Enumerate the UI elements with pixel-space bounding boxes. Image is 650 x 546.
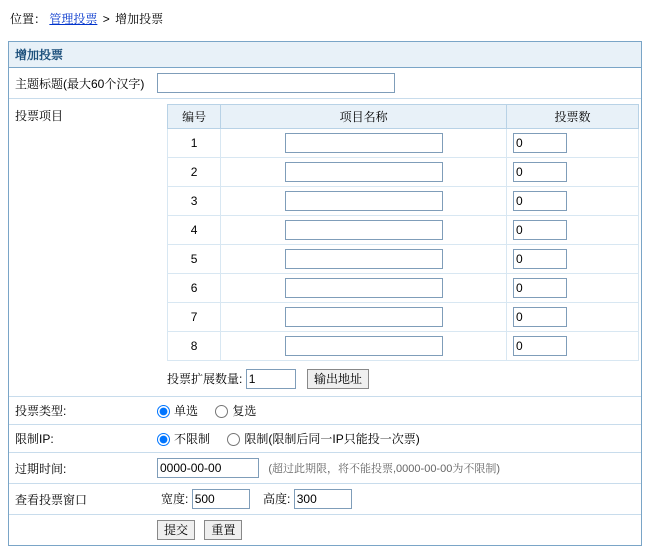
item-name-cell [221,245,507,274]
vote-type-option-multi[interactable] [215,404,256,418]
item-index: 3 [168,187,221,216]
panel-title: 增加投票 [9,42,641,68]
item-votes-cell [506,303,638,332]
expire-field-cell [151,453,641,484]
breadcrumb-label: 位置： [10,12,47,26]
item-name-cell [221,187,507,216]
reset-button[interactable]: 重置 [204,520,242,540]
limit-ip-radio-none[interactable] [157,433,170,446]
item-name-input[interactable] [285,133,443,153]
actions-label-cell [9,515,151,546]
title-field-cell [151,68,641,99]
limit-ip-field-cell [151,425,641,453]
expire-label: 过期时间: [9,453,151,484]
item-name-input[interactable] [285,162,443,182]
item-votes-cell [506,187,638,216]
item-name-input[interactable] [285,307,443,327]
item-votes-cell [506,274,638,303]
table-row [168,158,639,187]
title-input[interactable] [157,73,395,93]
items-table [167,104,639,361]
row-vote-type [9,397,641,425]
limit-ip-radio-limited[interactable] [227,433,240,446]
item-name-input[interactable] [285,249,443,269]
row-window-size [9,484,641,515]
limit-ip-none-label: 不限制 [174,432,211,446]
add-vote-form [9,68,641,545]
items-table-wrap [157,104,635,361]
item-votes-input[interactable] [513,336,567,356]
vote-type-label: 投票类型: [9,397,151,425]
breadcrumb-link-manage-votes[interactable]: 管理投票 [49,12,98,26]
table-row [168,129,639,158]
item-votes-input[interactable] [513,162,567,182]
item-votes-input[interactable] [513,278,567,298]
item-votes-cell [506,216,638,245]
item-votes-input[interactable] [513,249,567,269]
item-name-input[interactable] [285,220,443,240]
items-header-votes: 投票数 [506,105,638,129]
item-name-cell [221,332,507,361]
extend-label: 投票扩展数量: [167,372,243,386]
row-expire [9,453,641,484]
item-index: 2 [168,158,221,187]
item-name-cell [221,303,507,332]
window-label: 查看投票窗口 [9,484,151,515]
item-name-input[interactable] [285,191,443,211]
breadcrumb [0,0,650,35]
item-index: 7 [168,303,221,332]
title-label: 主题标题(最大60个汉字) [9,68,151,99]
table-row [168,187,639,216]
items-label: 投票项目 [9,99,151,397]
table-row [168,245,639,274]
breadcrumb-current: 增加投票 [115,12,164,26]
item-votes-input[interactable] [513,191,567,211]
limit-ip-option-limited[interactable] [227,432,419,446]
vote-type-field-cell [151,397,641,425]
row-items [9,99,641,397]
expire-hint: (超过此期限，将不能投票,0000-00-00为不限制) [268,463,500,475]
item-votes-cell [506,129,638,158]
extend-count-input[interactable] [246,369,296,389]
output-address-button[interactable]: 输出地址 [307,369,369,389]
item-name-cell [221,274,507,303]
item-name-input[interactable] [285,278,443,298]
item-index: 1 [168,129,221,158]
row-actions [9,515,641,546]
table-row [168,332,639,361]
item-name-cell [221,158,507,187]
item-index: 4 [168,216,221,245]
item-votes-input[interactable] [513,220,567,240]
item-index: 6 [168,274,221,303]
breadcrumb-separator: > [102,12,110,26]
row-limit-ip [9,425,641,453]
items-header-index: 编号 [168,105,221,129]
window-height-input[interactable] [294,489,352,509]
vote-type-single-label: 单选 [174,404,199,418]
row-title [9,68,641,99]
window-field-cell [151,484,641,515]
actions-cell [151,515,641,546]
window-height-label: 高度: [263,492,291,506]
item-name-input[interactable] [285,336,443,356]
vote-type-radio-multi[interactable] [215,405,228,418]
item-name-cell [221,216,507,245]
items-header-name: 项目名称 [221,105,507,129]
add-vote-panel [8,41,642,546]
items-header-row [168,105,639,129]
items-field-cell [151,99,641,397]
item-votes-input[interactable] [513,133,567,153]
limit-ip-limited-label: 限制(限制后同一IP只能投一次票) [244,432,420,446]
submit-button[interactable]: 提交 [157,520,195,540]
extend-row [157,361,635,391]
item-votes-input[interactable] [513,307,567,327]
limit-ip-label: 限制IP: [9,425,151,453]
table-row [168,216,639,245]
vote-type-multi-label: 复选 [232,404,257,418]
item-votes-cell [506,158,638,187]
table-row [168,274,639,303]
table-row [168,303,639,332]
window-width-input[interactable] [192,489,250,509]
item-index: 5 [168,245,221,274]
expire-date-input[interactable] [157,458,259,478]
item-name-cell [221,129,507,158]
item-index: 8 [168,332,221,361]
limit-ip-option-none[interactable] [157,432,213,446]
item-votes-cell [506,245,638,274]
vote-type-radio-single[interactable] [157,405,170,418]
vote-type-option-single[interactable] [157,404,201,418]
window-width-label: 宽度: [161,492,189,506]
item-votes-cell [506,332,638,361]
